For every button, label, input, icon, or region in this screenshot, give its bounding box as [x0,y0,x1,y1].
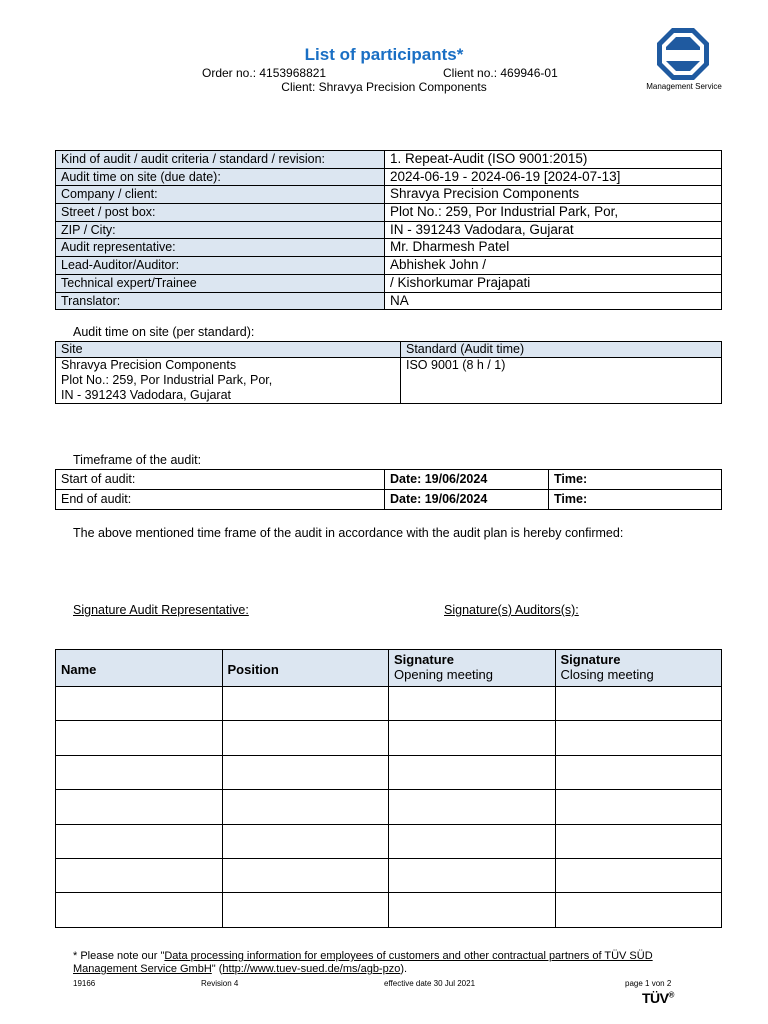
name-cell[interactable] [56,824,223,858]
logo-caption: Management Service [646,82,722,91]
name-header: Name [56,650,223,687]
info-row [56,151,722,169]
opening-signature-cell[interactable] [389,687,556,721]
closing-signature-cell[interactable] [555,755,722,789]
opening-signature-header: Signature Opening meeting [389,650,556,687]
closing-signature-cell[interactable] [555,790,722,824]
timeframe-caption: Timeframe of the audit: [73,453,202,467]
info-row [56,292,722,310]
info-row [56,221,722,239]
opening-signature-cell[interactable] [389,755,556,789]
closing-signature-cell[interactable] [555,858,722,892]
end-label: End of audit: [56,490,385,510]
agb-url-link[interactable]: http://www.tuev-sued.de/ms/agb-pzo [222,963,401,975]
data-processing-link[interactable]: Data processing information for employees of customers and other contractual partners of TÜV SÜD Management Service GmbH [73,950,653,975]
info-row [56,204,722,222]
order-number: Order no.: 4153968821 [202,66,327,80]
standard-header: Standard (Audit time) [401,342,722,358]
info-value: / Kishorkumar Prajapati [385,274,722,292]
site-address [56,358,401,404]
participant-row [56,790,722,824]
position-cell[interactable] [222,858,389,892]
revision: Revision 4 [201,979,239,988]
site-line: IN - 391243 Vadodara, Gujarat [61,388,232,402]
info-row [56,274,722,292]
site-line: Plot No.: 259, Por Industrial Park, Por, [61,373,273,387]
document-id: 19166 [73,979,96,988]
site-table [55,341,722,404]
client-number: Client no.: 469946-01 [443,66,558,80]
site-line: Shravya Precision Components [61,358,237,372]
participants-table [55,649,722,928]
signature-representative-label: Signature Audit Representative: [73,603,249,617]
name-cell[interactable] [56,755,223,789]
position-cell[interactable] [222,824,389,858]
closing-signature-cell[interactable] [555,721,722,755]
name-cell[interactable] [56,687,223,721]
closing-signature-cell[interactable] [555,824,722,858]
info-value: Plot No.: 259, Por Industrial Park, Por, [385,204,722,222]
info-label: Audit time on site (due date): [56,168,385,186]
info-label: Translator: [56,292,385,310]
confirmation-text: The above mentioned time frame of the audit in accordance with the audit plan is hereby confirmed: [73,526,624,540]
participant-row [56,858,722,892]
closing-signature-cell[interactable] [555,687,722,721]
opening-signature-cell[interactable] [389,858,556,892]
tuv-octagon-icon [628,26,738,86]
opening-signature-cell[interactable] [389,893,556,927]
signature-auditors-label: Signature(s) Auditors(s): [444,603,579,617]
info-label: Lead-Auditor/Auditor: [56,257,385,275]
end-date: Date: 19/06/2024 [385,490,549,510]
page-title: List of participants* [304,45,464,64]
info-value: Mr. Dharmesh Patel [385,239,722,257]
end-time: Time: [549,490,722,510]
info-row [56,168,722,186]
name-cell[interactable] [56,893,223,927]
position-cell[interactable] [222,755,389,789]
audit-info-table [55,150,722,310]
participant-row [56,687,722,721]
site-header: Site [56,342,401,358]
tuv-mark: TÜV® [642,990,674,1006]
opening-signature-cell[interactable] [389,790,556,824]
info-value: Shravya Precision Components [385,186,722,204]
closing-signature-cell[interactable] [555,893,722,927]
info-value: IN - 391243 Vadodara, Gujarat [385,221,722,239]
position-cell[interactable] [222,721,389,755]
site-caption: Audit time on site (per standard): [73,325,255,339]
info-label: Audit representative: [56,239,385,257]
info-row [56,239,722,257]
name-cell[interactable] [56,790,223,824]
info-row [56,186,722,204]
name-cell[interactable] [56,721,223,755]
client-name: Client: Shravya Precision Components [281,80,487,94]
participant-row [56,824,722,858]
info-row [56,257,722,275]
info-label: Kind of audit / audit criteria / standard / revision: [56,151,385,169]
opening-signature-cell[interactable] [389,824,556,858]
info-value: 2024-06-19 - 2024-06-19 [2024-07-13] [385,168,722,186]
participant-row [56,893,722,927]
info-value: Abhishek John / [385,257,722,275]
effective-date: effective date 30 Jul 2021 [384,979,476,988]
footer-note: * Please note our "Data processing information for employees of customers and other contractual partners of TÜV SÜD Management Service GmbH" (http://www.tuev-sued.de/ms/agb-pzo). [73,950,653,975]
position-header: Position [222,650,389,687]
page-number: page 1 von 2 [625,979,672,988]
participant-row [56,755,722,789]
name-cell[interactable] [56,858,223,892]
opening-signature-cell[interactable] [389,721,556,755]
position-cell[interactable] [222,893,389,927]
standard-value: ISO 9001 (8 h / 1) [401,358,722,404]
participant-row [56,721,722,755]
timeframe-table [55,469,722,510]
position-cell[interactable] [222,687,389,721]
start-date: Date: 19/06/2024 [385,470,549,490]
start-label: Start of audit: [56,470,385,490]
info-label: Company / client: [56,186,385,204]
info-label: ZIP / City: [56,221,385,239]
info-value: NA [385,292,722,310]
closing-signature-header: Signature Closing meeting [555,650,722,687]
position-cell[interactable] [222,790,389,824]
info-value: 1. Repeat-Audit (ISO 9001:2015) [385,151,722,169]
start-time: Time: [549,470,722,490]
info-label: Street / post box: [56,204,385,222]
info-label: Technical expert/Trainee [56,274,385,292]
